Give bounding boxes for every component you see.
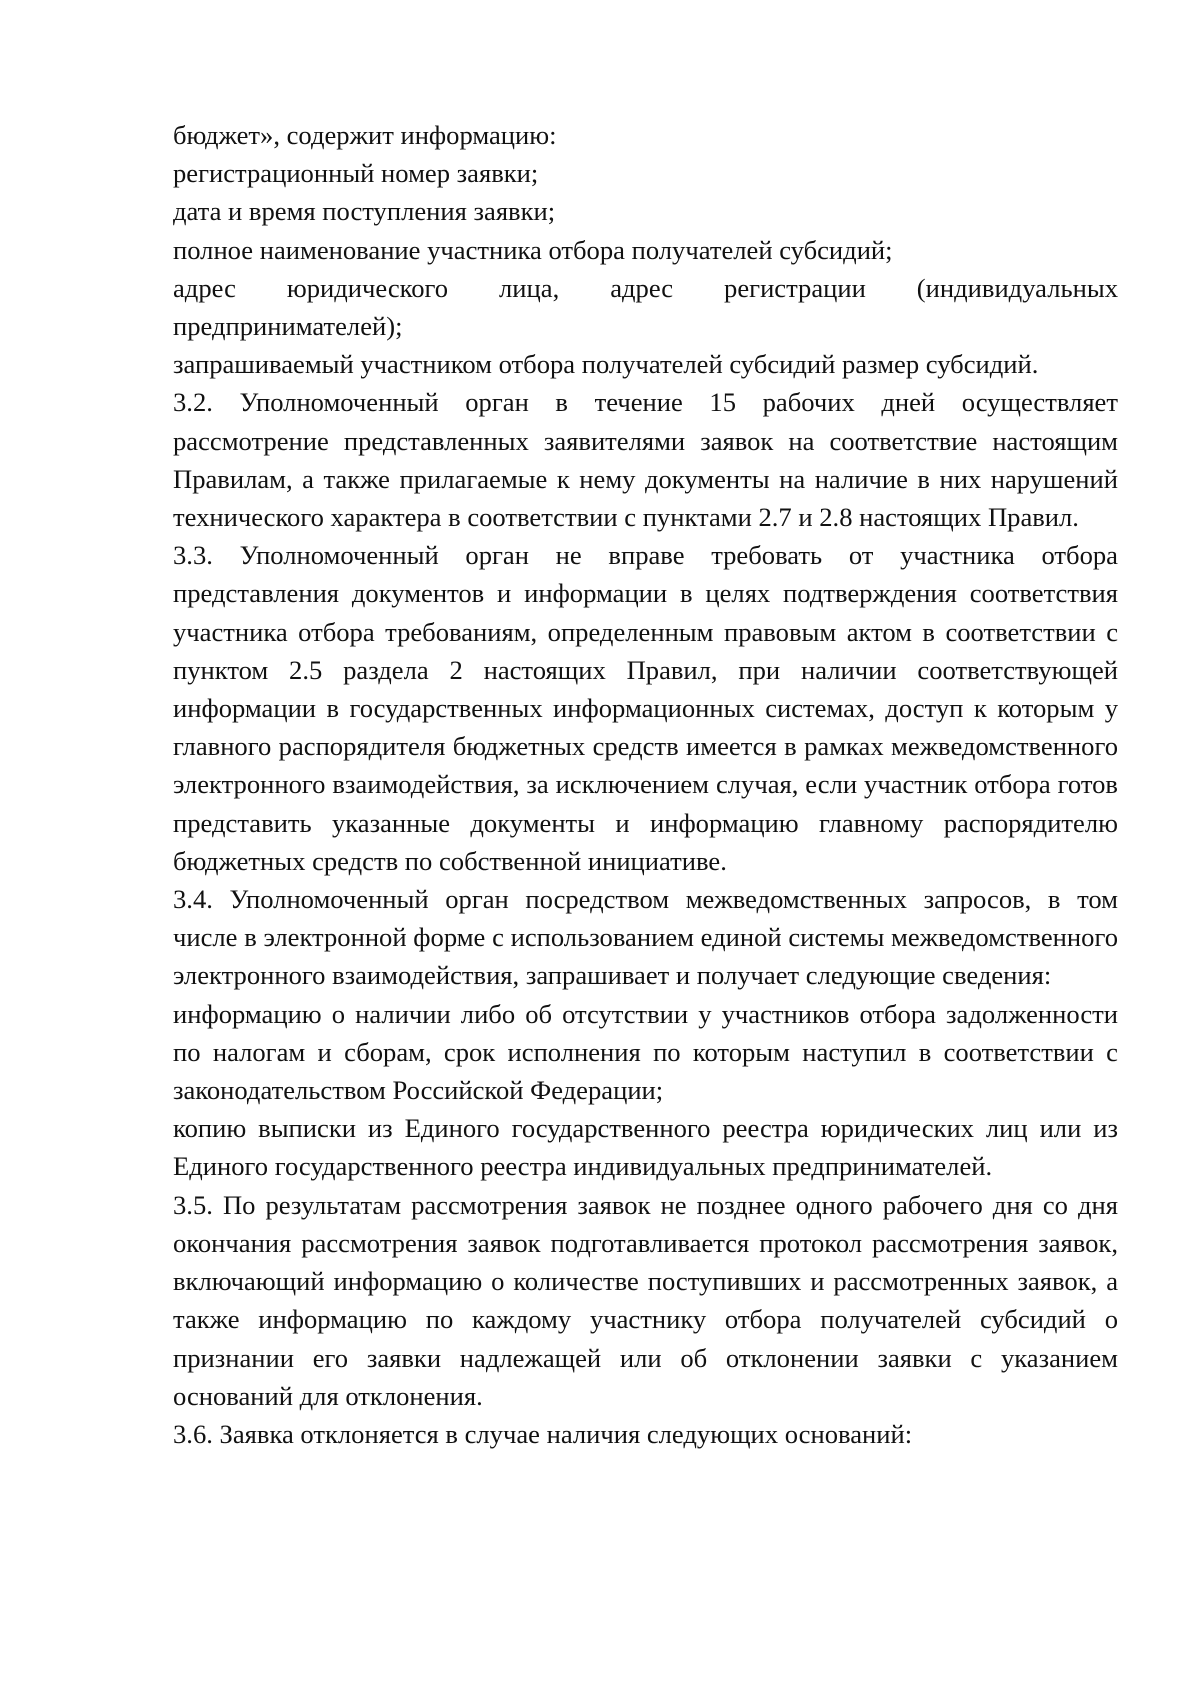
paragraph-section-3-2: 3.2. Уполномоченный орган в течение 15 рабочих дней осуществляет рассмотрение представленных заявителями заявок на соответствие настоящим Правилам, а также прилагаемые к нему документы на наличие в них нарушений технического характера в соответствии с пунктами 2.7 и 2.8 настоящих Правил. [173,387,1118,533]
paragraph-registration-number: регистрационный номер заявки; [173,158,539,189]
paragraph-tax-debt-info: информацию о наличии либо об отсутствии у участников отбора задолженности по налогам и сборам, срок исполнения по которым наступил в соответствии с законодательством Российской Федерации; [173,998,1118,1106]
paragraph-subsidy-amount: запрашиваемый участником отбора получателей субсидий размер субсидий. [173,349,1039,380]
paragraph-section-3-6: 3.6. Заявка отклоняется в случае наличия следующих оснований: [173,1418,913,1449]
paragraph-section-3-5: 3.5. По результатам рассмотрения заявок не позднее одного рабочего дня со дня окончания рассмотрения заявок подготавливается протокол рассмотрения заявок, включающий информацию о количестве поступивших и рассмотренных заявок, а также информацию по каждому участнику отбора получателей субсидий о признании его заявки надлежащей или об отклонении заявки с указанием оснований для отклонения. [173,1189,1118,1411]
document-body [173,116,1118,1453]
paragraph-address: адрес юридического лица, адрес регистрации (индивидуальных предпринимателей); [173,272,1118,342]
paragraph-section-3-4: 3.4. Уполномоченный орган посредством межведомственных запросов, в том числе в электронной форме с использованием единой системы межведомственного электронного взаимодействия, запрашивает и получает следующие сведения: [173,884,1118,991]
paragraph-full-name: полное наименование участника отбора получателей субсидий; [173,234,893,265]
paragraph-section-3-3: 3.3. Уполномоченный орган не вправе требовать от участника отбора представления документов и информации в целях подтверждения соответствия участника отбора требованиям, определенным правовым актом в соответствии с пунктом 2.5 раздела 2 настоящих Правил, при наличии соответствующей информации в государственных информационных системах, доступ к которым у главного распорядителя бюджетных средств имеется в рамках межведомственного электронного взаимодействия, за исключением случая, если участник отбора готов представить указанные документы и информацию главному распорядителю бюджетных средств по собственной инициативе. [173,540,1118,876]
paragraph-budget-info: бюджет», содержит информацию: [173,120,557,150]
paragraph-date-time: дата и время поступления заявки; [173,196,556,227]
paragraph-registry-extract: копию выписки из Единого государственного реестра юридических лиц или из Единого государственного реестра индивидуальных предпринимателей. [173,1113,1118,1182]
